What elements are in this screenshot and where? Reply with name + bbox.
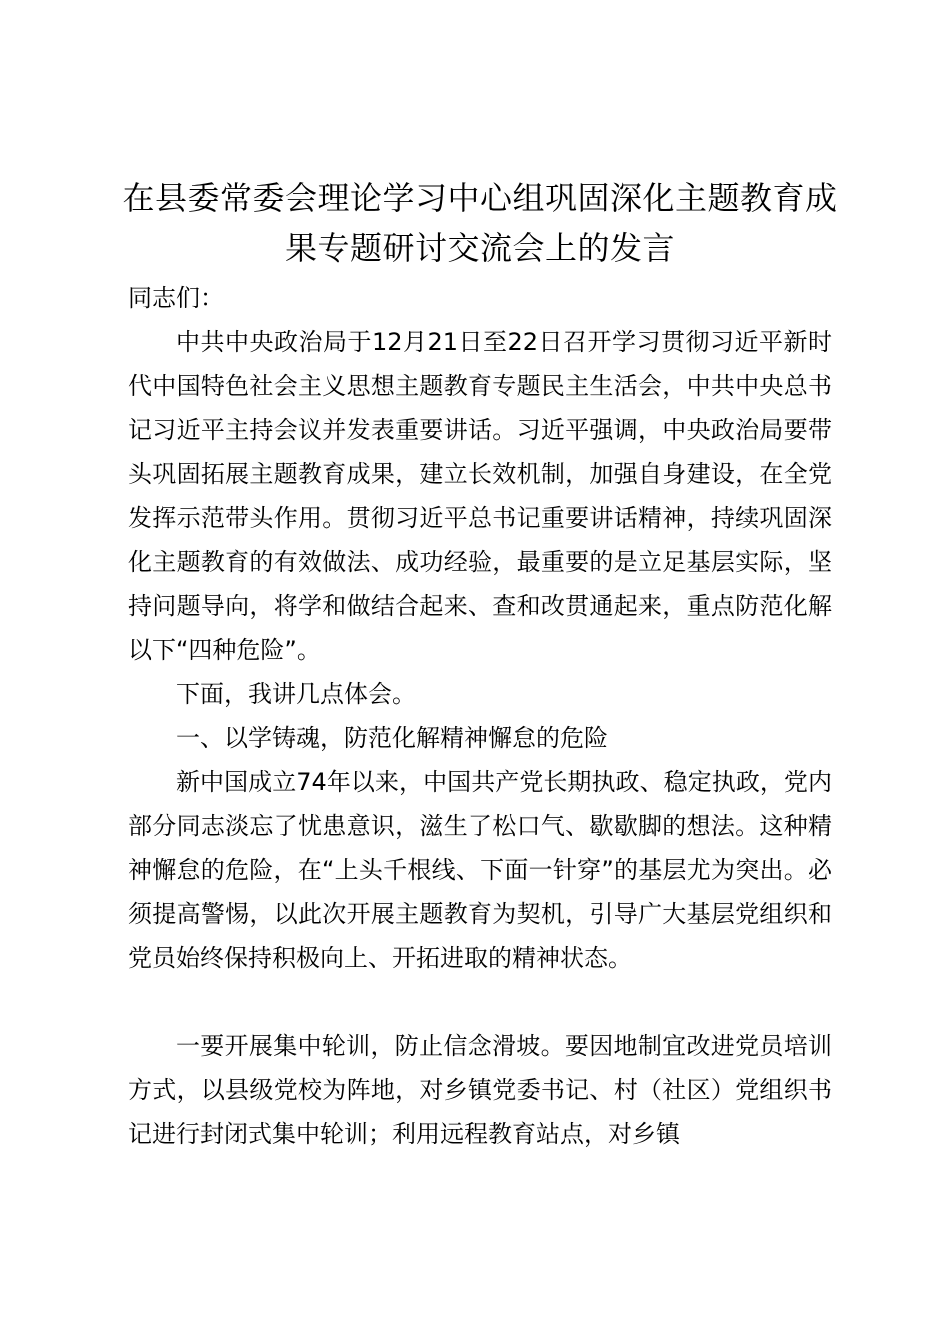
section-heading-1: 一、以学铸魂，防范化解精神懈怠的危险	[176, 724, 608, 752]
paragraph-section-1: 新中国成立74年以来，中国共产党长期执政、稳定执政，党内部分同志淡忘了忧患意识，滋生了松口气、歇歇脚的想法。这种精神懈怠的危险，在“上头千根线、下面一针穿”的基层尤为突出。必须提高警惕，以此次开展主题教育为契机，引导广大基层党组织和党员始终保持积极向上、开拓进取的精神状态。	[128, 768, 832, 972]
paragraph-transition: 下面，我讲几点体会。	[176, 680, 416, 708]
paragraph-intro: 中共中央政治局于12月21日至22日召开学习贯彻习近平新时代中国特色社会主义思想主题教育专题民主生活会，中共中央总书记习近平主持会议并发表重要讲话。习近平强调，中央政治局要带头巩固拓展主题教育成果，建立长效机制，加强自身建设，在全党发挥示范带头作用。贯彻习近平总书记重要讲话精神，持续巩固深化主题教育的有效做法、成功经验，最重要的是立足基层实际，坚持问题导向，将学和做结合起来、查和改贯通起来，重点防范化解以下“四种危险”。	[128, 328, 832, 664]
salutation: 同志们：	[128, 284, 224, 312]
paragraph-point-1: 一要开展集中轮训，防止信念滑坡。要因地制宜改进党员培训方式，以县级党校为阵地，对乡镇党委书记、村（社区）党组织书记进行封闭式集中轮训；利用远程教育站点，对乡镇	[128, 1032, 832, 1148]
document-title: 在县委常委会理论学习中心组巩固深化主题教育成果专题研讨交流会上的发言	[122, 179, 838, 267]
